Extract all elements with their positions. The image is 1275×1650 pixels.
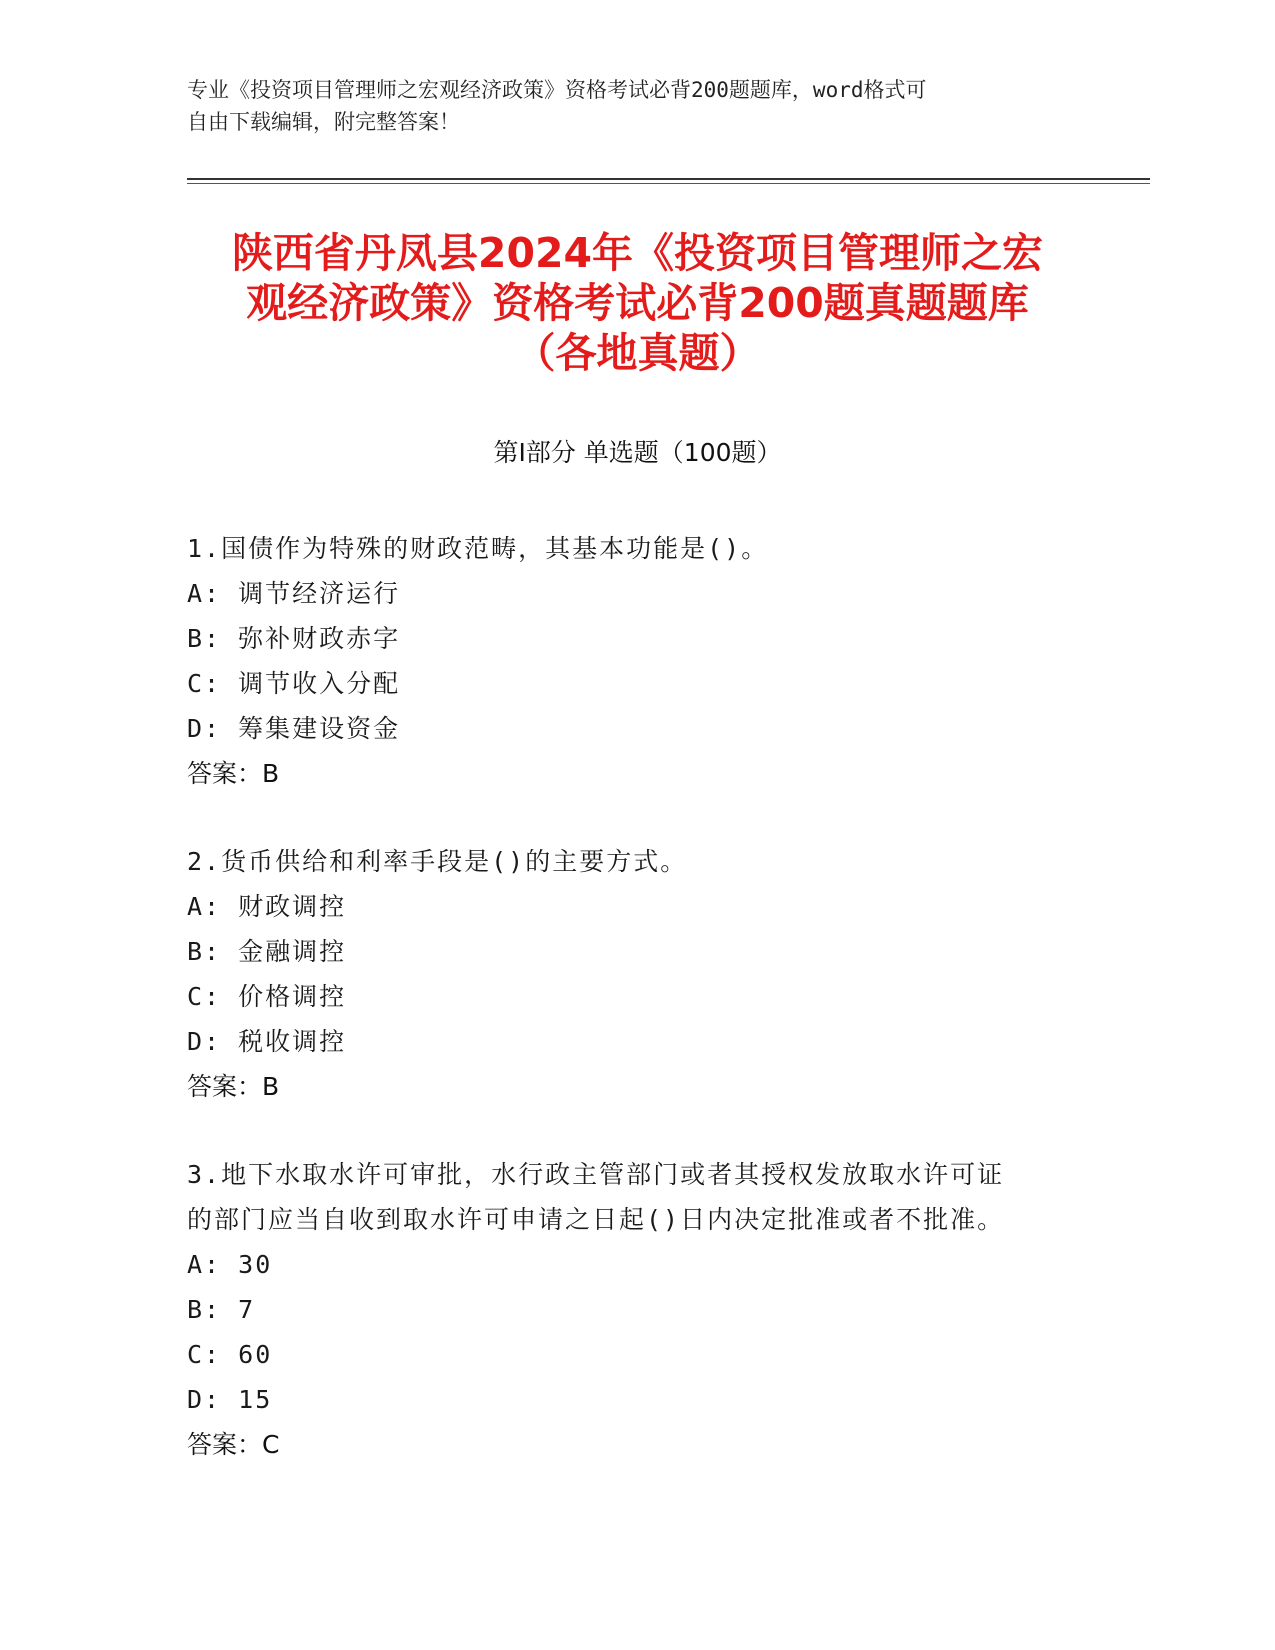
header-divider-thick (187, 178, 1150, 180)
document-title-line-1: 陕西省丹凤县2024年《投资项目管理师之宏 (231, 229, 1044, 277)
option-a: A: 30 (187, 1250, 273, 1279)
option-d: D: 15 (187, 1385, 273, 1414)
document-title-line-2: 观经济政策》资格考试必背200题真题题库 (246, 279, 1029, 327)
header-note (187, 74, 1067, 138)
option-a: A: 调节经济运行 (187, 579, 401, 608)
answer: 答案：B (187, 1072, 280, 1101)
option-a: A: 财政调控 (187, 892, 347, 921)
header-divider-thin (187, 183, 1150, 184)
option-d: D: 筹集建设资金 (187, 714, 401, 743)
question-list (187, 526, 1087, 1510)
option-b: B: 7 (187, 1295, 256, 1324)
option-c: C: 价格调控 (187, 982, 347, 1011)
question-stem-line-1: 3.地下水取水许可审批，水行政主管部门或者其授权发放取水许可证 (187, 1160, 1005, 1189)
option-b: B: 弥补财政赤字 (187, 624, 401, 653)
question-2 (187, 839, 1087, 1109)
question-1 (187, 526, 1087, 796)
question-stem: 1.国债作为特殊的财政范畴，其基本功能是()。 (187, 534, 769, 563)
header-note-line-1: 专业《投资项目管理师之宏观经济政策》资格考试必背200题题库，word格式可 (187, 78, 927, 102)
document-title (150, 228, 1125, 378)
answer: 答案：C (187, 1430, 280, 1459)
option-c: C: 调节收入分配 (187, 669, 401, 698)
answer: 答案：B (187, 759, 280, 788)
section-title: 第Ⅰ部分 单选题（100题） (493, 438, 782, 467)
option-b: B: 金融调控 (187, 937, 347, 966)
header-note-line-2: 自由下载编辑，附完整答案！ (187, 110, 460, 134)
question-stem-line-2: 的部门应当自收到取水许可申请之日起()日内决定批准或者不批准。 (187, 1205, 1005, 1234)
question-stem: 2.货币供给和利率手段是()的主要方式。 (187, 847, 688, 876)
option-c: C: 60 (187, 1340, 273, 1369)
option-d: D: 税收调控 (187, 1027, 347, 1056)
document-title-line-3: （各地真题） (514, 329, 761, 377)
question-3 (187, 1152, 1087, 1467)
